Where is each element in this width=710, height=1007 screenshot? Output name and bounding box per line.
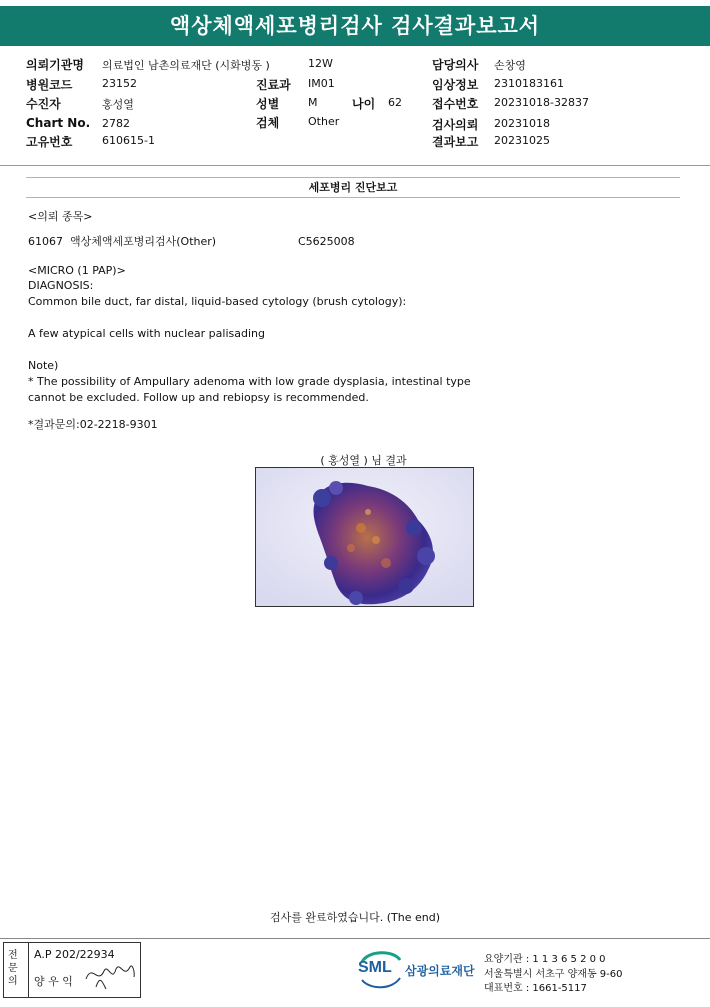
org-phone: 대표번호 : 1661-5117: [484, 983, 587, 994]
doctor-name: 양 우 익: [34, 975, 73, 988]
hospital-code-label: 병원코드: [26, 78, 73, 92]
doctor-label: 담당의사: [432, 58, 479, 72]
receipt-no-value: 20231018-32837: [494, 96, 589, 109]
request-name: 액상체액세포병리검사(Other): [70, 235, 217, 248]
diagnosis-result: A few atypical cells with nuclear palisading: [28, 327, 265, 340]
patient-name-value: 홍성열: [102, 98, 134, 111]
note-line-1: * The possibility of Ampullary adenoma with low grade dysplasia, intestinal type: [28, 375, 471, 388]
request-date-value: 20231018: [494, 117, 550, 130]
footer-divider: [0, 938, 710, 939]
report-date-value: 20231025: [494, 134, 550, 147]
end-text: 검사를 완료하였습니다. (The end): [269, 911, 440, 924]
patient-name-label: 수진자: [26, 97, 61, 111]
department-value: IM01: [308, 77, 335, 90]
request-order-no: C5625008: [298, 235, 355, 248]
org-address: 서울특별시 서초구 양재동 9-60: [484, 969, 623, 980]
sex-label: 성별: [256, 97, 280, 111]
department-label: 진료과: [256, 78, 291, 92]
specialist-stamp-box: [3, 942, 141, 998]
request-code: 61067: [28, 235, 63, 248]
sml-logo: [356, 948, 406, 990]
stamp-divider: [28, 943, 29, 997]
registration-no: 요양기관 : 1 1 3 6 5 2 0 0: [484, 954, 606, 965]
report-date-label: 결과보고: [432, 135, 479, 149]
section-top-line: [26, 177, 680, 178]
diagnosis-specimen: Common bile duct, far distal, liquid-based cytology (brush cytology):: [28, 295, 407, 308]
age-value: 62: [388, 96, 402, 109]
doctor-signature: [82, 957, 138, 991]
doctor-value: 손창영: [494, 59, 526, 72]
section-title: 세포병리 진단보고: [308, 181, 398, 194]
report-title-bar: [0, 6, 710, 46]
institution-label: 의뢰기관명: [26, 58, 84, 72]
report-title: 액상체액세포병리검사 검사결과보고서: [169, 14, 541, 38]
institution-value: 의료법인 남촌의료재단 (시화병동 ): [102, 59, 270, 72]
sex-value: M: [308, 96, 318, 109]
org-name: 삼광의료재단: [405, 964, 475, 978]
age-label: 나이: [352, 97, 376, 111]
clinical-info-label: 임상정보: [432, 78, 479, 92]
section-bottom-line: [26, 197, 680, 198]
unique-id-label: 고유번호: [26, 135, 73, 149]
license-no: A.P 202/22934: [34, 948, 115, 961]
micro-heading: <MICRO (1 PAP)>: [28, 264, 126, 277]
specimen-value: Other: [308, 115, 340, 128]
chart-no-label: Chart No.: [26, 116, 91, 130]
unique-id-value: 610615-1: [102, 134, 155, 147]
note-line-2: cannot be excluded. Follow up and rebiopsy is recommended.: [28, 391, 369, 404]
request-heading: <의뢰 종목>: [28, 210, 93, 223]
header-divider: [0, 165, 710, 166]
clinical-info-value: 2310183161: [494, 77, 564, 90]
cytology-image: [255, 467, 474, 607]
ward-value: 12W: [308, 57, 333, 70]
inquiry-phone: *결과문의:02-2218-9301: [28, 418, 158, 431]
image-caption: ( 홍성열 ) 님 결과: [320, 454, 407, 467]
diagnosis-label: DIAGNOSIS:: [28, 279, 94, 292]
sml-logo-text: SML: [358, 959, 392, 976]
request-date-label: 검사의뢰: [432, 118, 479, 132]
stamp-side-label: 전문의: [8, 950, 18, 987]
note-label: Note): [28, 359, 59, 372]
hospital-code-value: 23152: [102, 77, 137, 90]
specimen-label: 검체: [256, 116, 280, 130]
receipt-no-label: 접수번호: [432, 97, 479, 111]
chart-no-value: 2782: [102, 117, 130, 130]
